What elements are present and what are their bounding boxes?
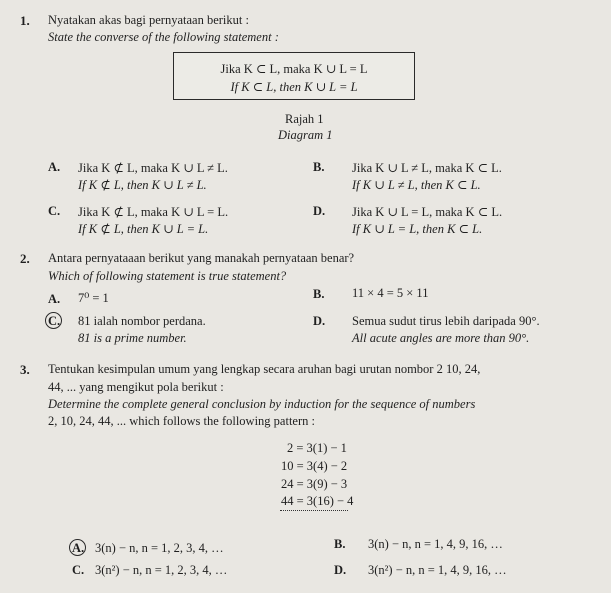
q1-option-a-en: If K ⊄ L, then K ∪ L ≠ L. <box>78 178 207 192</box>
q1-option-b-label[interactable]: B. <box>313 160 325 174</box>
q2-option-c-en: 81 is a prime number. <box>78 331 187 345</box>
statement-ms: Jika K ⊂ L, maka K ∪ L = L <box>220 62 368 76</box>
q3-option-c-text: 3(n²) − n, n = 1, 2, 3, 4, … <box>95 563 228 577</box>
q1-option-c-en: If K ⊄ L, then K ∪ L = L. <box>78 222 209 236</box>
q3-option-d-label[interactable]: D. <box>334 563 347 577</box>
q3-text-ms-2: 44, ... yang mengikut pola berikut : <box>48 380 224 394</box>
q3-option-a-label[interactable] <box>72 541 84 556</box>
q3-option-b-label[interactable]: B. <box>334 537 346 551</box>
q3-text-en-2: 2, 10, 24, 44, ... which follows the following pattern : <box>48 414 315 428</box>
q2-option-c-label[interactable] <box>48 314 60 329</box>
q1-option-b-ms: Jika K ∪ L ≠ L, maka K ⊂ L. <box>352 161 502 175</box>
q1-option-a-ms: Jika K ⊄ L, maka K ∪ L ≠ L. <box>78 161 228 175</box>
q2-text-en: Which of following statement is true statement? <box>48 269 287 283</box>
caption-en: Diagram 1 <box>278 128 333 142</box>
equation-4: 44 = 3(16) − 4 <box>281 494 354 508</box>
q1-number: 1. <box>20 13 30 28</box>
q3-option-c-label[interactable]: C. <box>72 563 85 577</box>
q2-option-c-ms: 81 ialah nombor perdana. <box>78 314 206 328</box>
q3-text-ms-1: Tentukan kesimpulan umum yang lengkap secara aruhan bagi urutan nombor 2 10, 24, <box>48 362 481 376</box>
equation-3: 24 = 3(9) − 3 <box>281 477 348 491</box>
answer-circle-mark-q3 <box>69 539 86 556</box>
q1-text-en: State the converse of the following statement : <box>48 30 279 44</box>
q1-option-d-en: If K ∪ L = L, then K ⊂ L. <box>352 222 483 236</box>
q2-option-c-label-text: C. <box>48 314 61 328</box>
statement-box <box>173 52 415 100</box>
dotted-separator <box>280 510 348 511</box>
q1-option-b-en: If K ∪ L ≠ L, then K ⊂ L. <box>352 178 481 192</box>
q3-option-a-label-text: A. <box>72 541 85 555</box>
statement-en: If K ⊂ L, then K ∪ L = L <box>230 80 358 94</box>
q2-option-d-label[interactable]: D. <box>313 314 326 328</box>
q1-option-d-label[interactable]: D. <box>313 204 326 218</box>
q1-option-a-label[interactable]: A. <box>48 160 61 174</box>
equation-2: 10 = 3(4) − 2 <box>281 459 348 473</box>
q3-option-a-text: 3(n) − n, n = 1, 2, 3, 4, … <box>95 541 224 555</box>
q2-option-a-label[interactable]: A. <box>48 292 61 306</box>
q2-option-a-text: 7⁰ = 1 <box>78 291 109 305</box>
caption-ms: Rajah 1 <box>285 112 324 126</box>
q3-option-b-text: 3(n) − n, n = 1, 4, 9, 16, … <box>368 537 503 551</box>
q2-text-ms: Antara pernyataaan berikut yang manakah pernyataan benar? <box>48 251 355 265</box>
q1-option-d-ms: Jika K ∪ L = L, maka K ⊂ L. <box>352 205 503 219</box>
q2-number: 2. <box>20 251 30 266</box>
q3-number: 3. <box>20 362 30 377</box>
q2-option-d-en: All acute angles are more than 90°. <box>352 331 530 345</box>
q1-option-c-ms: Jika K ⊄ L, maka K ∪ L = L. <box>78 205 229 219</box>
q2-option-d-ms: Semua sudut tirus lebih daripada 90°. <box>352 314 540 328</box>
q2-option-b-text: 11 × 4 = 5 × 11 <box>352 286 429 300</box>
q2-option-b-label[interactable]: B. <box>313 287 325 301</box>
answer-circle-mark <box>45 312 62 329</box>
q3-text-en-1: Determine the complete general conclusion by induction for the sequence of numbers <box>48 397 476 411</box>
q3-option-d-text: 3(n²) − n, n = 1, 4, 9, 16, … <box>368 563 507 577</box>
q1-text-ms: Nyatakan akas bagi pernyataan berikut : <box>48 13 249 27</box>
q1-option-c-label[interactable]: C. <box>48 204 61 218</box>
equation-1: 2 = 3(1) − 1 <box>287 441 347 455</box>
